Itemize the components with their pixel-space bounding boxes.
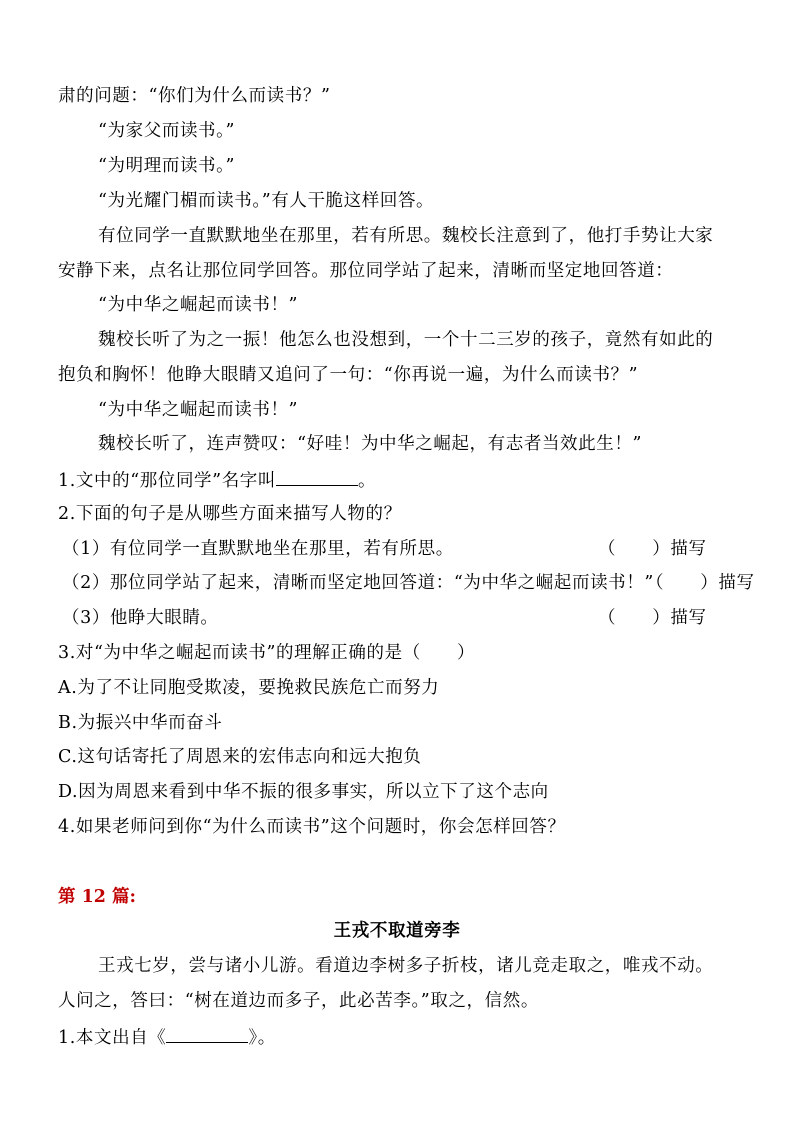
section-question-1-suffix: 》。 bbox=[248, 1028, 276, 1048]
question-3-option[interactable]: A.为了不让同胞受欺凌，要挽救民族危亡而努力 bbox=[58, 678, 440, 698]
question-4: 4.如果老师问到你“为什么而读书”这个问题时，你会怎样回答？ bbox=[58, 817, 566, 837]
question-3-option[interactable]: C.这句话寄托了周恩来的宏伟志向和远大抱负 bbox=[58, 747, 422, 767]
passage-line: 肃的问题：“你们为什么而读书？” bbox=[58, 86, 331, 106]
section-question-1 bbox=[58, 1024, 276, 1050]
passage-line: “为明理而读书。” bbox=[98, 156, 236, 176]
question-1 bbox=[58, 467, 376, 493]
question-2: 2.下面的句子是从哪些方面来描写人物的？ bbox=[58, 504, 402, 524]
question-2-item: （2）那位同学站了起来，清晰而坚定地回答道：“为中华之崛起而读书！” bbox=[62, 573, 654, 593]
question-1-suffix: 。 bbox=[358, 471, 377, 491]
question-2-item-answer[interactable]: （ ）描写 bbox=[598, 539, 707, 559]
passage-line: 抱负和胸怀！他睁大眼睛又追问了一句：“你再说一遍，为什么而读书？” bbox=[58, 365, 639, 385]
question-1-prefix: 1.文中的“那位同学”名字叫 bbox=[58, 471, 276, 491]
passage-line: 魏校长听了为之一振！他怎么也没想到，一个十二三岁的孩子，竟然有如此的 bbox=[98, 330, 714, 350]
question-2-item-answer[interactable]: （ ）描写 bbox=[598, 608, 707, 628]
question-3: 3.对“为中华之崛起而读书”的理解正确的是（ ） bbox=[58, 643, 476, 663]
question-3-option[interactable]: D.因为周恩来看到中华不振的很多事实，所以立下了这个志向 bbox=[58, 782, 549, 802]
question-3-option[interactable]: B.为振兴中华而奋斗 bbox=[58, 713, 223, 733]
passage-title: 王戎不取道旁李 bbox=[333, 921, 461, 941]
passage-line: “为家父而读书。” bbox=[98, 121, 236, 141]
passage-line: “为中华之崛起而读书！” bbox=[98, 295, 299, 315]
answer-blank[interactable] bbox=[166, 1024, 248, 1043]
answer-blank[interactable] bbox=[276, 467, 358, 486]
passage-line: 有位同学一直默默地坐在那里，若有所思。魏校长注意到了，他打手势让大家 bbox=[98, 226, 714, 246]
passage-line: 安静下来，点名让那位同学回答。那位同学站了起来，清晰而坚定地回答道： bbox=[58, 261, 674, 281]
passage-line: 魏校长听了，连声赞叹：“好哇！为中华之崛起，有志者当效此生！” bbox=[98, 434, 642, 454]
passage-line: 王戎七岁，尝与诸小儿游。看道边李树多子折枝，诸儿竞走取之，唯戎不动。 bbox=[98, 956, 714, 976]
section-question-1-prefix: 1.本文出自《 bbox=[58, 1028, 167, 1048]
question-2-item: （1）有位同学一直默默地坐在那里，若有所思。 bbox=[62, 539, 454, 559]
passage-line: “为光耀门楣而读书。”有人干脆这样回答。 bbox=[98, 191, 435, 211]
question-2-item: （3）他睁大眼睛。 bbox=[62, 608, 219, 628]
passage-line: 人问之，答曰：“树在道边而多子，此必苦李。”取之，信然。 bbox=[58, 991, 539, 1011]
section-heading: 第 12 篇: bbox=[58, 887, 136, 907]
passage-line: “为中华之崛起而读书！” bbox=[98, 400, 299, 420]
question-2-item-answer[interactable]: （ ）描写 bbox=[646, 573, 755, 593]
